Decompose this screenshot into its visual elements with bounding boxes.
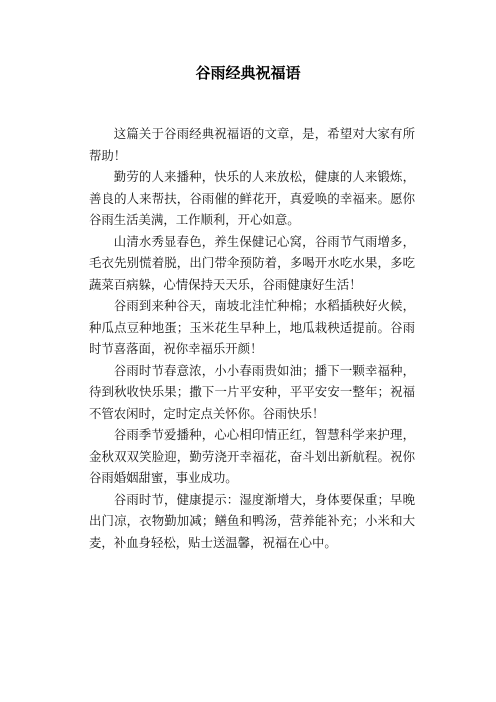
blessing-paragraph: 谷雨时节春意浓，小小春雨贵如油；播下一颗幸福种，待到秋收快乐果；撒下一片平安种，平平安安一整年；祝福不管农闲时，定时定点关怀你。谷雨快乐！ xyxy=(89,362,415,421)
blessing-paragraph: 谷雨季节爱播种，心心相印情正红，智慧科学来护理，金秋双双笑脸迎，勤劳浇开幸福花，奋斗划出新航程。祝你谷雨婚姻甜蜜，事业成功。 xyxy=(89,427,415,485)
blessing-paragraph: 谷雨时节，健康提示：湿度渐增大，身体要保重；早晚出门凉，衣物勤加减；鳝鱼和鸭汤，营养能补充；小米和大麦，补血身轻松，贴士送温馨，祝福在心中。 xyxy=(89,491,415,550)
document-title: 谷雨经典祝福语 xyxy=(195,64,301,82)
document-body xyxy=(89,123,415,553)
blessing-paragraph: 山清水秀显春色，养生保健记心窝，谷雨节气雨增多，毛衣先别慌着脱，出门带伞预防着，多喝开水吃水果，多吃蔬菜百病躲，心情保持天天乐，谷雨健康好生活！ xyxy=(89,233,415,292)
intro-paragraph: 这篇关于谷雨经典祝福语的文章，是，希望对大家有所帮助！ xyxy=(89,126,415,163)
blessing-paragraph: 勤劳的人来播种，快乐的人来放松，健康的人来锻炼，善良的人来帮扶，谷雨催的鲜花开，真爱唤的幸福来。愿你谷雨生活美满，工作顺利，开心如意。 xyxy=(89,169,415,227)
blessing-paragraph: 谷雨到来种谷天，南坡北洼忙种棉；水稻插秧好火候，种瓜点豆种地蛋；玉米花生早种上，地瓜栽秧适提前。谷雨时节喜落面，祝你幸福乐开颜！ xyxy=(89,298,415,356)
